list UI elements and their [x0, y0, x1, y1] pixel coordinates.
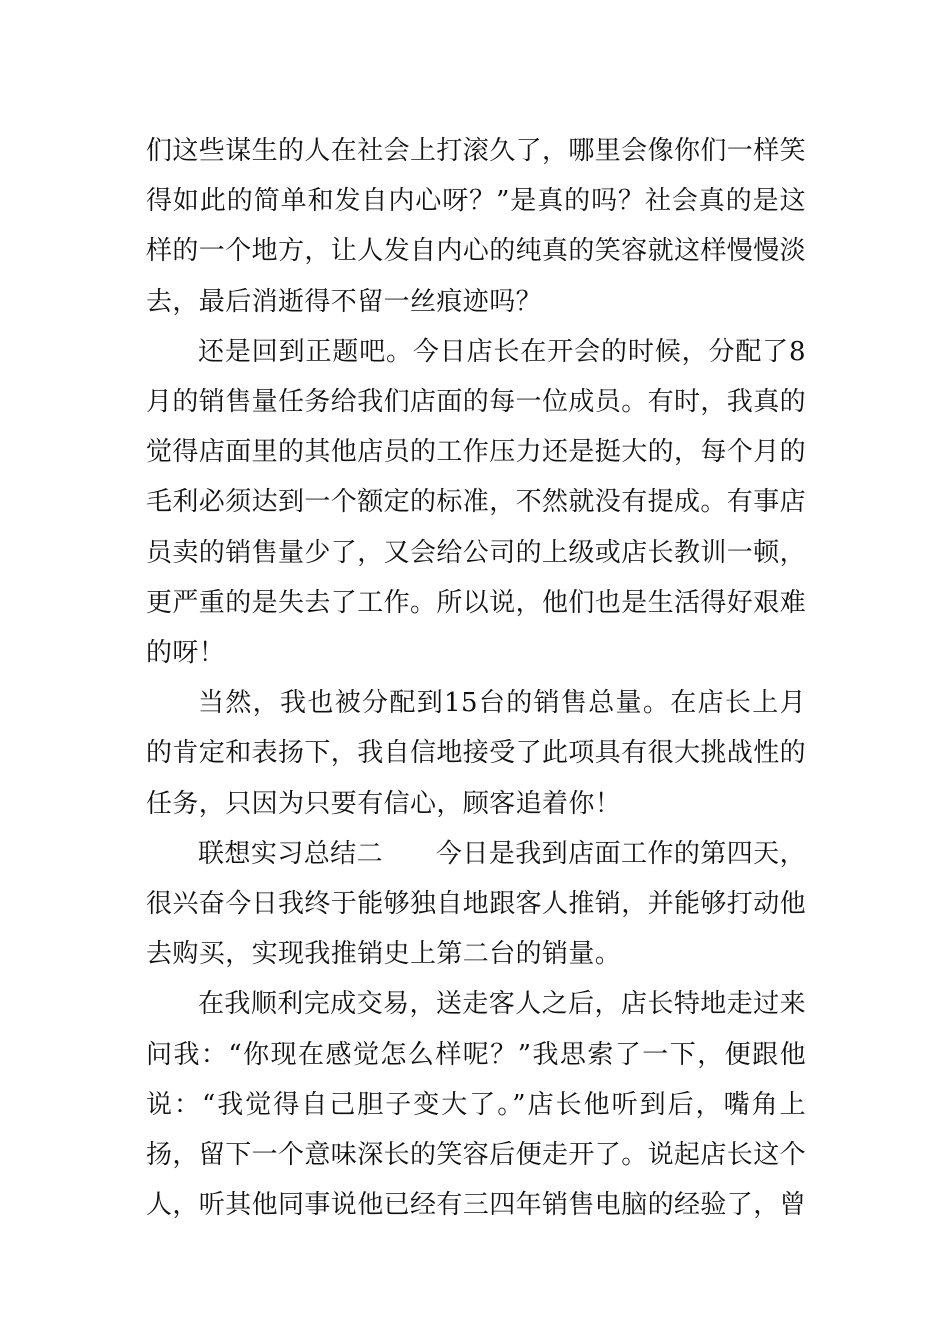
- paragraph-5: 在我顺利完成交易，送走客人之后，店长特地走过来问我：“你现在感觉怎么样呢？”我思索了一下，便跟他说：“我觉得自己胆子变大了。”店长他听到后，嘴角上扬，留下一个意味深长的笑容后便走开了。说起店长这个人，听其他同事说他已经有三四年销售电脑的经验了，曾: [146, 989, 807, 1221]
- paragraph-1: 们这些谋生的人在社会上打滚久了，哪里会像你们一样笑得如此的简单和发自内心呀？”是真的吗？社会真的是这样的一个地方，让人发自内心的纯真的笑容就这样慢慢淡去，最后消逝得不留一丝痕迹吗？: [146, 136, 807, 317]
- paragraph-4: 联想实习总结二 今日是我到店面工作的第四天，很兴奋今日我终于能够独自地跟客人推销，并能够打动他去购买，实现我推销史上第二台的销量。: [146, 838, 807, 970]
- paragraph-3: 当然，我也被分配到15台的销售总量。在店长上月的肯定和表扬下，我自信地接受了此项具有很大挑战性的任务，只因为只要有信心，顾客追着你！: [146, 688, 807, 819]
- paragraph-2: 还是回到正题吧。今日店长在开会的时候，分配了8月的销售量任务给我们店面的每一位成员。有时，我真的觉得店面里的其他店员的工作压力还是挺大的，每个月的毛利必须达到一个额定的标准，不然就没有提成。有事店员卖的销售量少了，又会给公司的上级或店长教训一顿，更严重的是失去了工作。所以说，他们也是生活得好艰难的呀！: [146, 336, 807, 669]
- body-text: [146, 126, 806, 1230]
